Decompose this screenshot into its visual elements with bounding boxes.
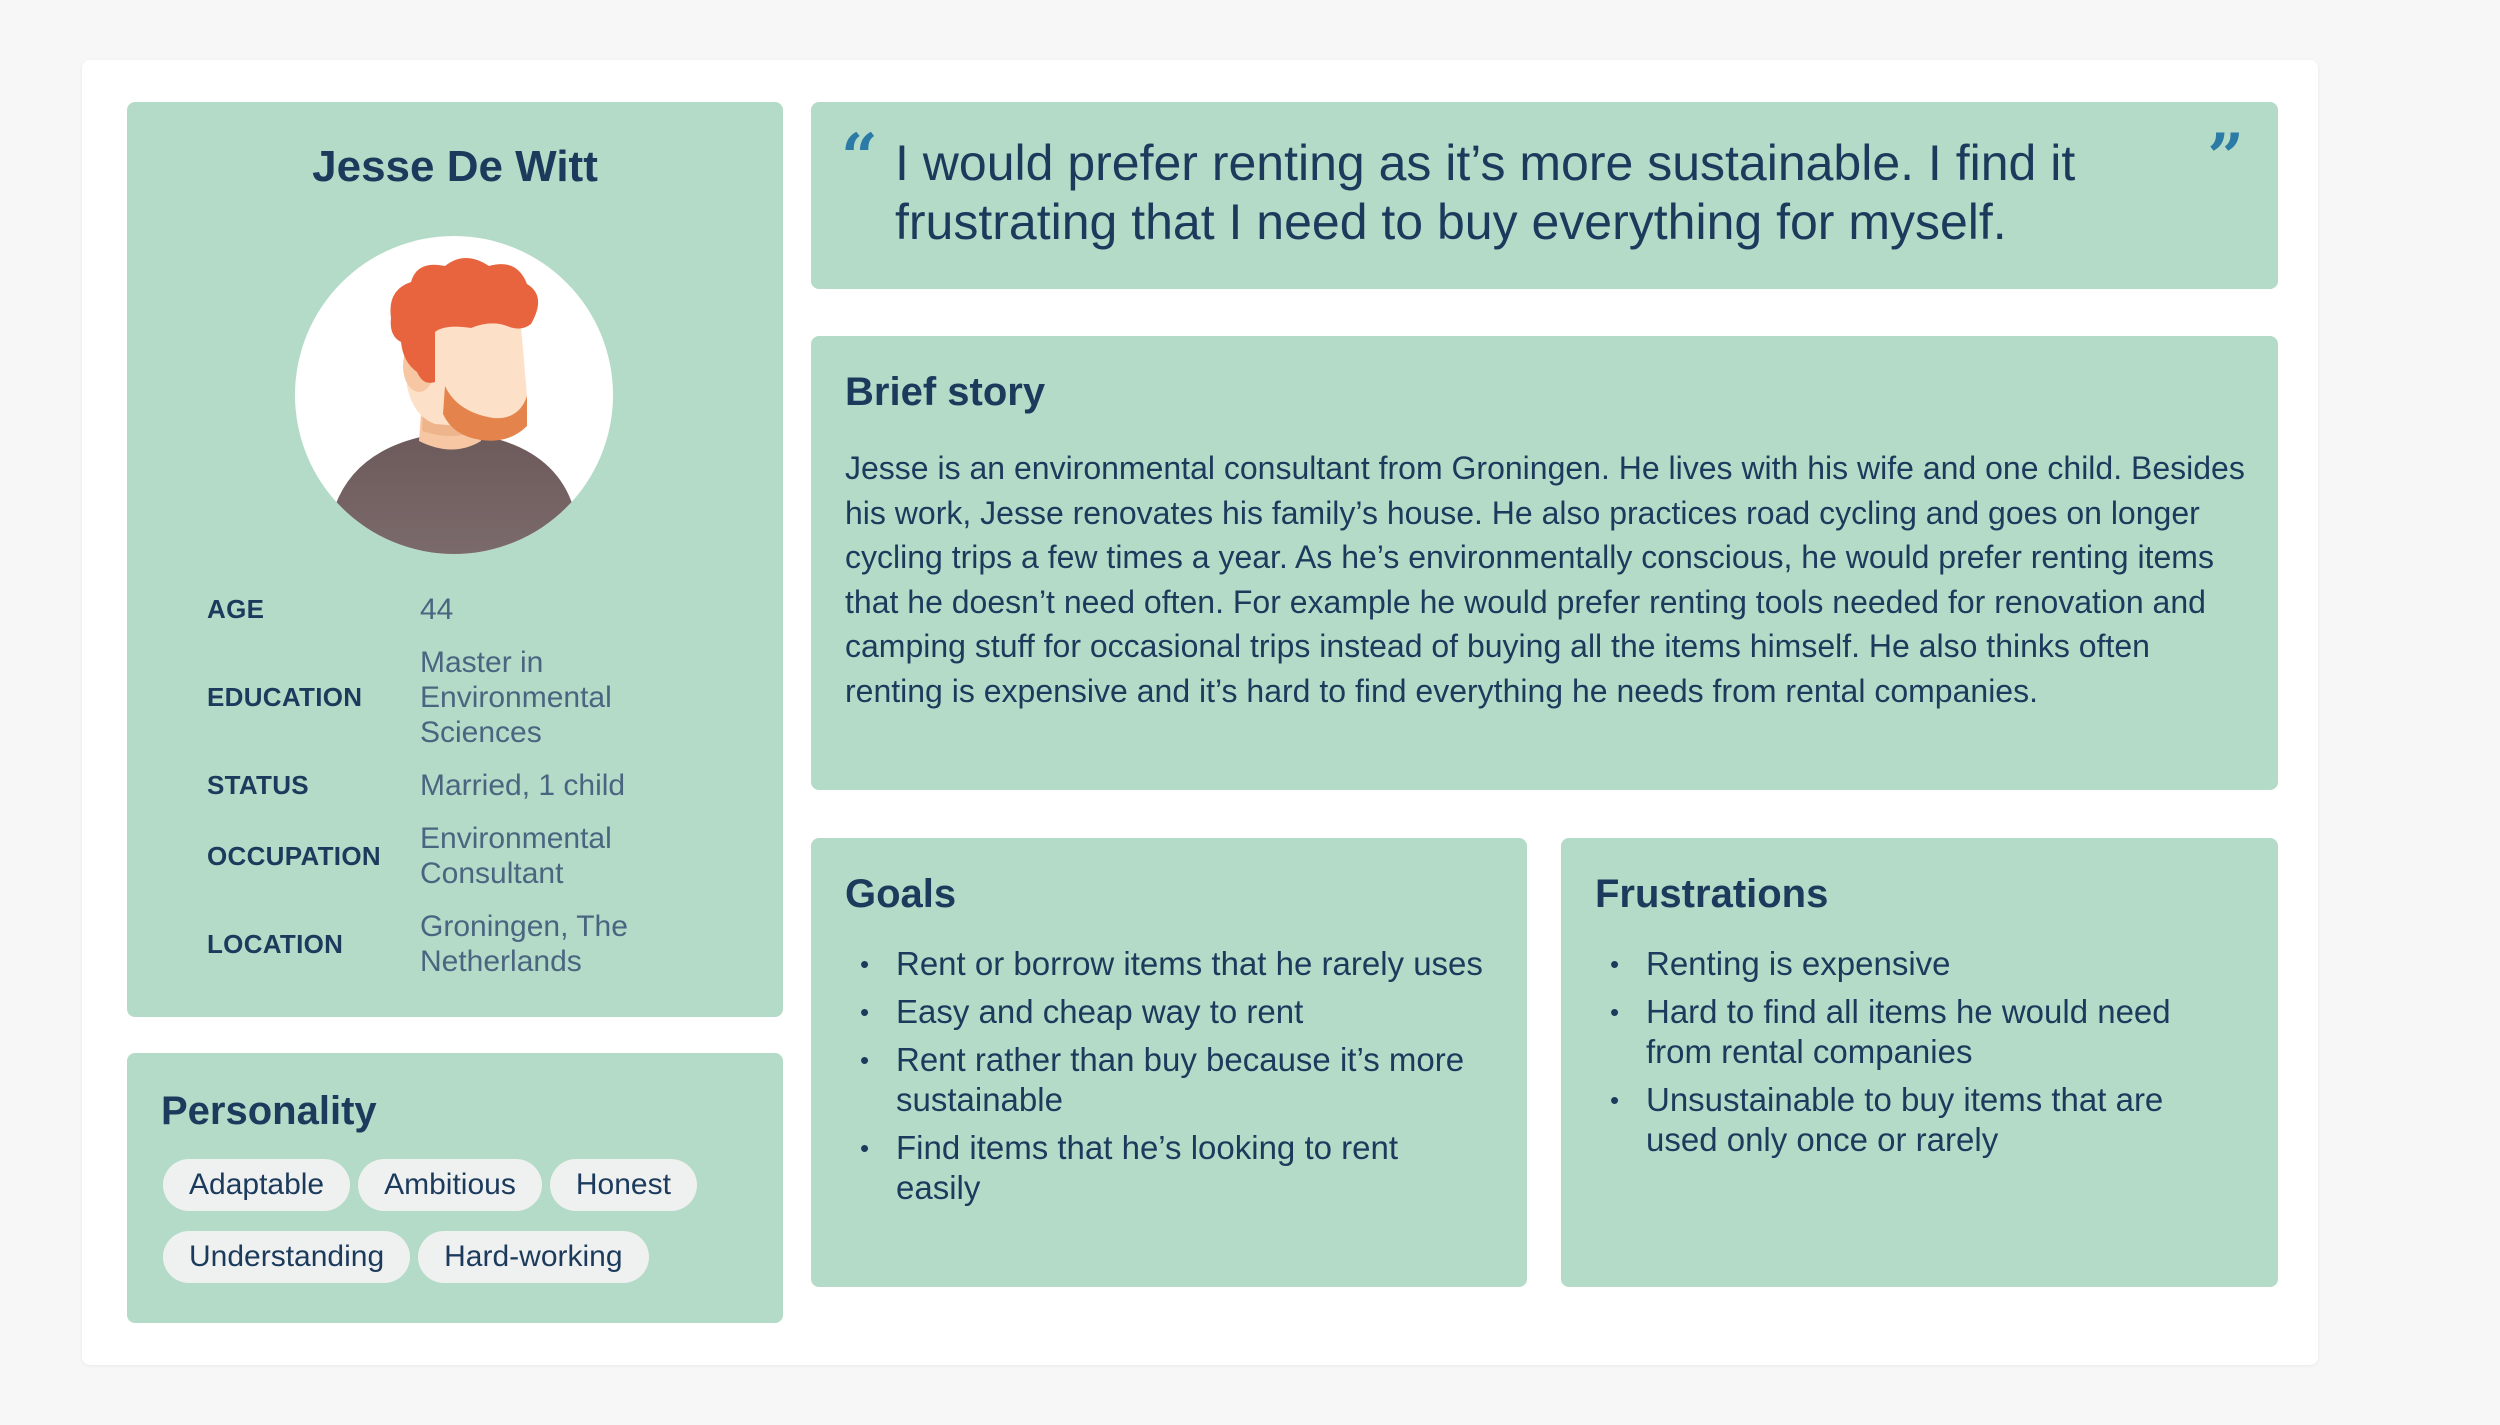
goal-item: • Find items that he’s looking to rent easily [845, 1128, 1485, 1208]
goal-item: • Rent rather than buy because it’s more sustainable [845, 1040, 1485, 1120]
fact-row-location [207, 909, 727, 979]
personality-tag: Understanding [163, 1231, 410, 1283]
fact-row-status [207, 768, 727, 803]
persona-facts [207, 592, 727, 997]
frustrations-list [1595, 944, 2235, 1168]
fact-value: Groningen, The Netherlands [420, 910, 628, 978]
goal-item: • Easy and cheap way to rent [845, 992, 1485, 1032]
frustration-item: • Renting is expensive [1595, 944, 2235, 984]
fact-value: Environmental Consultant [420, 822, 612, 890]
frustrations-title: Frustrations [1595, 872, 1829, 916]
personality-panel [127, 1053, 783, 1323]
profile-panel [127, 102, 783, 1017]
personality-tag: Hard-working [418, 1231, 648, 1283]
fact-value: Married, 1 child [420, 769, 626, 802]
personality-title: Personality [161, 1089, 377, 1133]
fact-label: EDUCATION [207, 682, 363, 712]
personality-tag: Honest [550, 1159, 697, 1211]
frustration-item: • Hard to find all items he would need from rental companies [1595, 992, 2235, 1072]
fact-row-education [207, 645, 727, 750]
goals-title: Goals [845, 872, 957, 916]
personality-tag: Ambitious [358, 1159, 542, 1211]
close-quote-icon: ” [2207, 120, 2244, 195]
fact-value: 44 [420, 593, 454, 626]
fact-label: STATUS [207, 770, 309, 800]
fact-label: AGE [207, 594, 265, 624]
fact-value: Master in Environmental Sciences [420, 646, 612, 749]
brief-story-panel [811, 336, 2278, 790]
brief-story-text: Jesse is an environmental consultant from Groningen. He lives with his wife and one child. Besides his work, Jesse renovates his family’s house. He also practices road cycling and goes on longer cycling trips a few times a year. As he’s environmentally conscious, he would prefer renting items that he doesn’t need often. For example he would prefer renting tools needed for renovation and camping stuff for occasional trips instead of buying all the items himself. He also thinks often renting is expensive and it’s hard to find everything he needs from rental companies. [845, 450, 2245, 709]
open-quote-icon: “ [841, 120, 878, 195]
personality-tag: Adaptable [163, 1159, 350, 1211]
fact-label: LOCATION [207, 928, 344, 959]
goal-item: • Rent or borrow items that he rarely uses [845, 944, 1485, 984]
avatar-illustration [295, 236, 613, 554]
fact-row-occupation [207, 821, 727, 891]
frustration-item: • Unsustainable to buy items that are used only once or rarely [1595, 1080, 2235, 1160]
quote-text: I would prefer renting as it’s more sustainable. I find it frustrating that I need to buy everything for myself. [895, 135, 2076, 250]
persona-name: Jesse De Witt [312, 142, 598, 191]
avatar [295, 236, 613, 554]
brief-story-title: Brief story [845, 370, 1046, 414]
goals-panel [811, 838, 1527, 1287]
personality-tags [163, 1159, 763, 1303]
frustrations-panel [1561, 838, 2278, 1287]
goals-list [845, 944, 1485, 1216]
quote-panel [811, 102, 2278, 289]
fact-row-age [207, 592, 727, 627]
fact-label: OCCUPATION [207, 840, 381, 871]
